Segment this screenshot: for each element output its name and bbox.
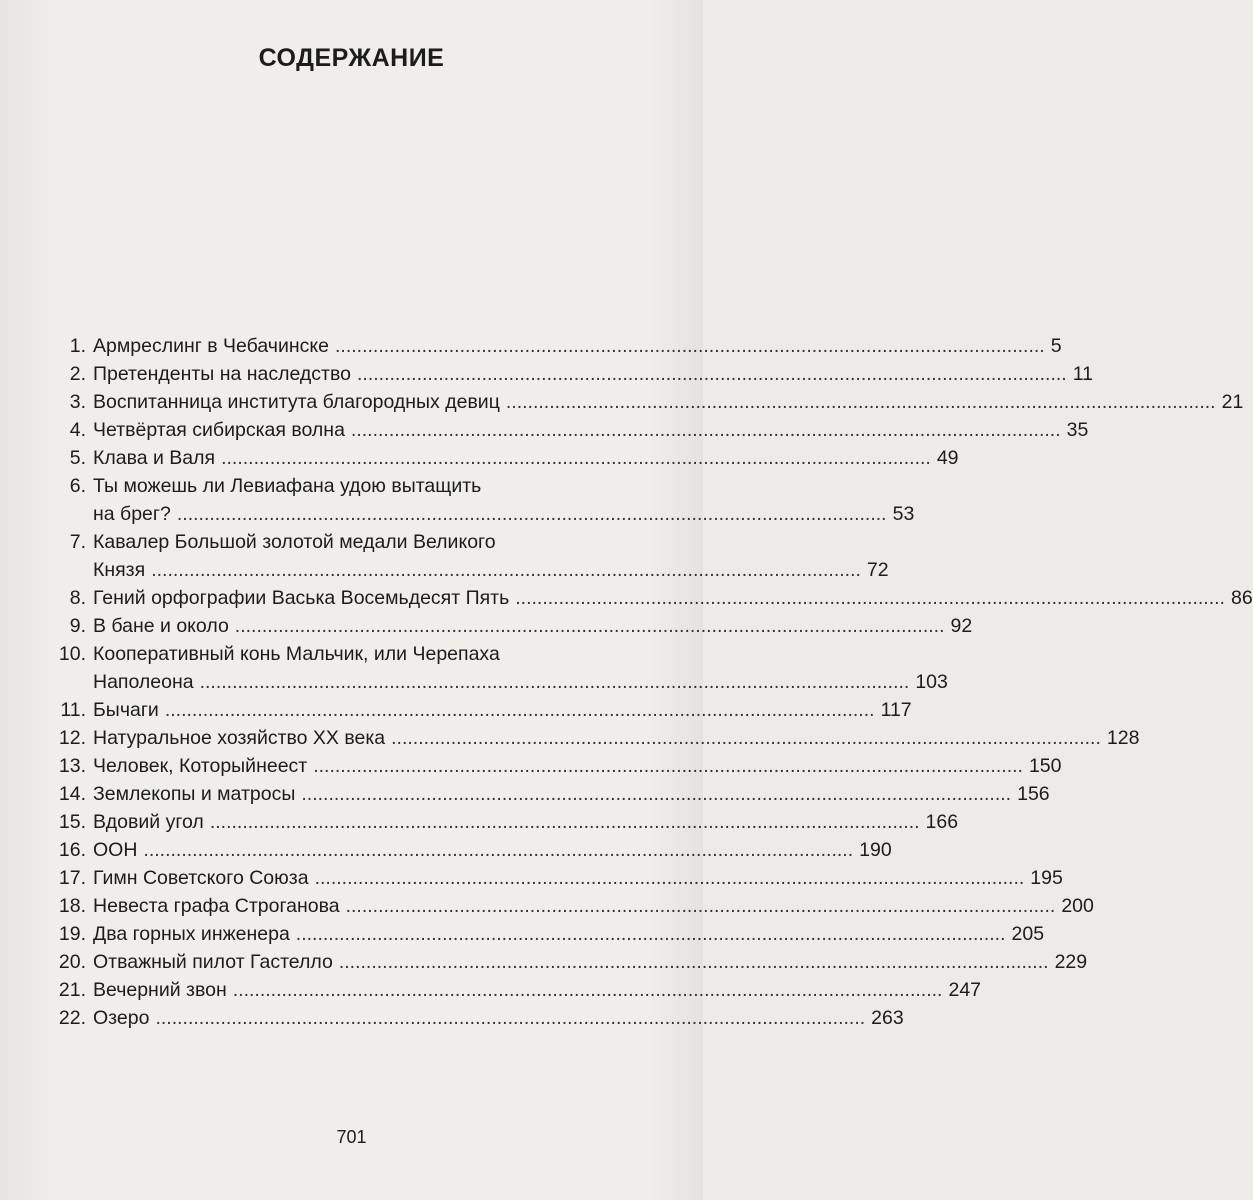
entry-body <box>93 808 959 836</box>
entry-number: 13. <box>58 755 86 777</box>
toc-entry <box>52 416 1089 444</box>
entry-page-number: 166 <box>925 811 959 833</box>
toc-entry <box>52 584 1253 612</box>
toc-entry <box>52 892 1094 920</box>
entry-body <box>93 864 1063 892</box>
entry-number: 19. <box>58 923 86 945</box>
entry-number: 14. <box>58 783 86 805</box>
entry-title-line <box>93 360 1093 388</box>
dot-leader: ................................................................................................................................... <box>143 839 854 861</box>
dot-leader: ................................................................................................................................... <box>199 671 910 693</box>
toc-entry <box>52 640 948 696</box>
entry-body <box>93 752 1062 780</box>
toc-entry <box>52 472 915 528</box>
entry-title: Землекопы и матросы <box>93 783 296 805</box>
entry-body <box>93 696 912 724</box>
entry-body <box>93 360 1093 388</box>
entry-title-line <box>93 584 1253 612</box>
entry-body <box>93 332 1062 360</box>
dot-leader: ................................................................................................................................... <box>391 727 1101 749</box>
toc-entry <box>52 612 973 640</box>
entry-title-line <box>93 388 1244 416</box>
entry-title: Армреслинг в Чебачинске <box>93 335 329 357</box>
entry-body <box>93 416 1089 444</box>
dot-leader: ................................................................................................................................... <box>232 979 943 1001</box>
entry-title: Натуральное хозяйство XX века <box>93 727 386 749</box>
entry-title: Отважный пилот Гастелло <box>93 951 333 973</box>
entry-page-number: 150 <box>1028 755 1062 777</box>
entry-page-number: 53 <box>892 503 915 525</box>
dot-leader: ................................................................................................................................... <box>338 951 1049 973</box>
entry-number: 17. <box>58 867 86 889</box>
entry-body <box>93 948 1088 976</box>
entry-title: Озеро <box>93 1007 150 1029</box>
toc-entry <box>52 528 889 584</box>
entry-title-line <box>93 332 1062 360</box>
toc-entry <box>52 388 1244 416</box>
toc-entry <box>52 864 1063 892</box>
entry-title-line <box>93 556 889 584</box>
toc-entry <box>52 920 1045 948</box>
entry-title-line: Ты можешь ли Левиафана удою вытащить <box>93 475 482 497</box>
entry-title: Наполеона <box>93 671 194 693</box>
entry-page-number: 205 <box>1011 923 1045 945</box>
entry-number: 9. <box>69 615 86 637</box>
page-title: СОДЕРЖАНИЕ <box>258 44 445 72</box>
dot-leader: ................................................................................................................................... <box>313 755 1023 777</box>
entry-body <box>93 528 889 584</box>
table-of-contents <box>52 332 1253 1032</box>
entry-number: 11. <box>60 699 86 721</box>
entry-title: ООН <box>93 839 138 861</box>
entry-number: 3. <box>69 391 86 413</box>
entry-number: 4. <box>69 419 86 441</box>
entry-page-number: 247 <box>948 979 982 1001</box>
entry-title-line <box>93 416 1089 444</box>
dot-leader: ................................................................................................................................... <box>515 587 1225 609</box>
entry-page-number: 117 <box>880 699 912 721</box>
entry-title-line <box>93 864 1063 892</box>
entry-title-line: Кавалер Большой золотой медали Великого <box>93 531 496 553</box>
entry-body <box>93 472 915 528</box>
entry-title-line <box>93 780 1050 808</box>
entry-body <box>93 724 1140 752</box>
entry-title: Клава и Валя <box>93 447 216 469</box>
entry-page-number: 72 <box>866 559 889 581</box>
dot-leader: ................................................................................................................................... <box>164 699 875 721</box>
dot-leader: ................................................................................................................................... <box>295 923 1006 945</box>
entry-title-line <box>93 752 1062 780</box>
entry-number: 6. <box>69 475 86 497</box>
entry-title-line <box>93 976 982 1004</box>
entry-page-number: 263 <box>871 1007 904 1029</box>
page-number: 701 <box>336 1127 367 1147</box>
entry-title-line <box>93 668 948 696</box>
entry-body <box>93 920 1045 948</box>
entry-body <box>93 584 1253 612</box>
dot-leader: ................................................................................................................................... <box>314 867 1025 889</box>
entry-title-line <box>93 724 1140 752</box>
entry-body <box>93 444 959 472</box>
entry-title-line <box>93 500 915 528</box>
entry-page-number: 86 <box>1230 587 1253 609</box>
entry-title-line <box>93 948 1088 976</box>
entry-title-line <box>93 836 892 864</box>
entry-title-line <box>93 920 1045 948</box>
entry-title-line <box>93 696 912 724</box>
entry-number: 8. <box>69 587 86 609</box>
dot-leader: ................................................................................................................................... <box>221 447 931 469</box>
toc-entry <box>52 752 1062 780</box>
entry-title: Претенденты на наследство <box>93 363 351 385</box>
entry-page-number: 103 <box>915 671 948 693</box>
entry-body <box>93 976 982 1004</box>
entry-title: Вечерний звон <box>93 979 227 1001</box>
entry-title: Невеста графа Строганова <box>93 895 340 917</box>
entry-body <box>93 780 1050 808</box>
entry-title-line: Кооперативный конь Мальчик, или Черепаха <box>93 643 500 665</box>
entry-number: 21. <box>58 979 86 1001</box>
entry-page-number: 229 <box>1054 951 1088 973</box>
entry-number: 12. <box>58 727 86 749</box>
entry-body <box>93 388 1244 416</box>
toc-entry <box>52 332 1062 360</box>
entry-body <box>93 836 892 864</box>
dot-leader: ................................................................................................................................... <box>301 783 1012 805</box>
entry-page-number: 195 <box>1030 867 1063 889</box>
dot-leader: ................................................................................................................................... <box>176 503 887 525</box>
dot-leader: ................................................................................................................................... <box>209 811 920 833</box>
entry-page-number: 5 <box>1050 335 1062 357</box>
dot-leader: ................................................................................................................................... <box>234 615 945 637</box>
entry-number: 7. <box>69 531 86 553</box>
entry-title-line <box>93 808 959 836</box>
entry-number: 5. <box>69 447 86 469</box>
entry-number: 15. <box>58 811 86 833</box>
entry-page-number: 156 <box>1017 783 1050 805</box>
entry-title: Четвёртая сибирская волна <box>93 419 345 441</box>
entry-page-number: 128 <box>1106 727 1140 749</box>
entry-number: 10. <box>58 643 86 665</box>
entry-page-number: 35 <box>1066 419 1089 441</box>
entry-body <box>93 892 1094 920</box>
dot-leader: ................................................................................................................................... <box>334 335 1045 357</box>
entry-title: В бане и около <box>93 615 229 637</box>
entry-title-line <box>93 1004 904 1032</box>
entry-page-number: 49 <box>936 447 959 469</box>
toc-entry <box>52 948 1088 976</box>
dot-leader: ................................................................................................................................... <box>345 895 1056 917</box>
entry-title: Воспитанница института благородных девиц <box>93 391 500 413</box>
entry-page-number: 21 <box>1221 391 1244 413</box>
entry-body <box>93 640 948 696</box>
toc-entry <box>52 808 959 836</box>
entry-title: на брег? <box>93 503 171 525</box>
entry-number: 18. <box>58 895 86 917</box>
entry-number: 2. <box>69 363 86 385</box>
entry-title-line <box>93 444 959 472</box>
entry-page-number: 11 <box>1072 363 1093 385</box>
entry-title: Бычаги <box>93 699 159 721</box>
entry-title-line <box>93 612 973 640</box>
dot-leader: ................................................................................................................................... <box>350 419 1061 441</box>
entry-body <box>93 612 973 640</box>
entry-body <box>93 1004 904 1032</box>
entry-title: Гимн Советского Союза <box>93 867 309 889</box>
toc-entry <box>52 360 1093 388</box>
entry-number: 22. <box>58 1007 86 1029</box>
dot-leader: ................................................................................................................................... <box>356 363 1067 385</box>
entry-title: Человек, Которыйнеест <box>93 755 308 777</box>
dot-leader: ................................................................................................................................... <box>505 391 1216 413</box>
entry-title-line <box>93 892 1094 920</box>
toc-entry <box>52 780 1050 808</box>
entry-page-number: 92 <box>950 615 973 637</box>
entry-title: Два горных инженера <box>93 923 290 945</box>
entry-page-number: 200 <box>1061 895 1094 917</box>
entry-title: Гений орфографии Васька Восемьдесят Пять <box>93 587 510 609</box>
toc-entry <box>52 976 982 1004</box>
toc-entry <box>52 724 1140 752</box>
dot-leader: ................................................................................................................................... <box>151 559 861 581</box>
toc-entry <box>52 836 892 864</box>
toc-entry <box>52 696 912 724</box>
toc-entry <box>52 444 959 472</box>
entry-number: 1. <box>69 335 86 357</box>
entry-title: Вдовий угол <box>93 811 204 833</box>
entry-page-number: 190 <box>859 839 892 861</box>
entry-number: 20. <box>58 951 86 973</box>
dot-leader: ................................................................................................................................... <box>155 1007 866 1029</box>
entry-title: Князя <box>93 559 146 581</box>
entry-number: 16. <box>58 839 86 861</box>
toc-entry <box>52 1004 904 1032</box>
